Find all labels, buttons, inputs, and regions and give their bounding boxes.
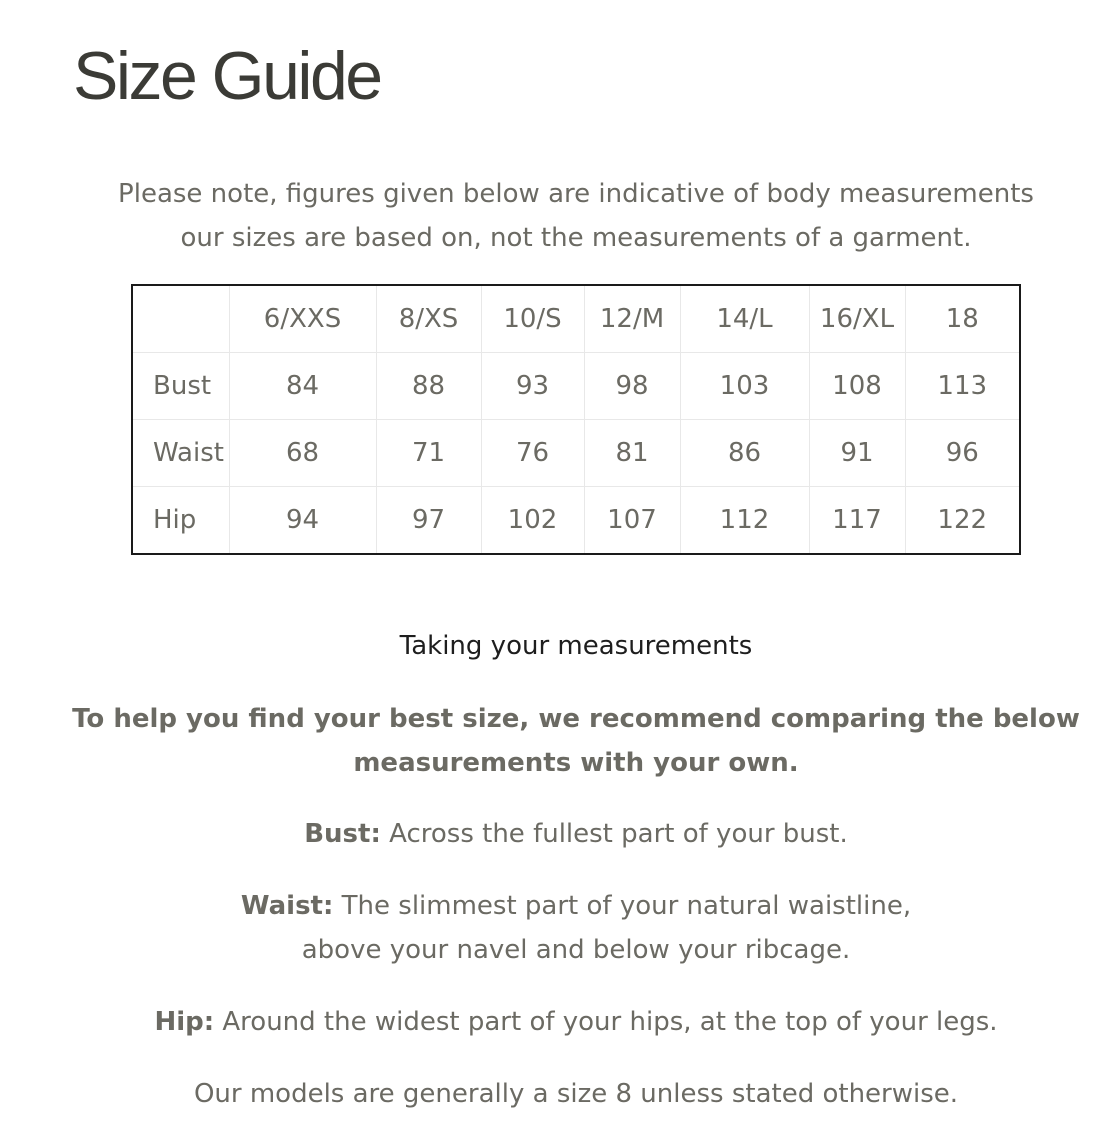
table-cell: 71 <box>376 420 481 487</box>
column-header: 10/S <box>481 285 584 353</box>
measurements-heading: Taking your measurements <box>399 631 753 661</box>
table-cell: 91 <box>809 420 905 487</box>
table-cell: 68 <box>229 420 376 487</box>
table-cell: 93 <box>481 353 584 420</box>
waist-description-line1: The slimmest part of your natural waistline, <box>333 891 912 921</box>
column-header: 18 <box>905 285 1020 353</box>
hip-label: Hip: <box>154 1007 215 1037</box>
table-cell: 86 <box>680 420 809 487</box>
page-title: Size Guide <box>73 38 381 114</box>
row-label: Bust <box>132 353 229 420</box>
bust-description: Across the fullest part of your bust. <box>380 819 848 849</box>
table-cell: 103 <box>680 353 809 420</box>
table-cell: 81 <box>584 420 680 487</box>
size-table <box>131 284 1021 555</box>
column-header: 14/L <box>680 285 809 353</box>
row-label: Hip <box>132 487 229 555</box>
table-cell: 117 <box>809 487 905 555</box>
waist-description-line2: above your navel and below your ribcage. <box>301 935 851 965</box>
table-cell: 108 <box>809 353 905 420</box>
table-row-hip <box>132 487 1020 555</box>
column-header: 12/M <box>584 285 680 353</box>
bust-instruction <box>40 812 1112 856</box>
table-header-row <box>132 285 1020 353</box>
table-cell: 122 <box>905 487 1020 555</box>
table-cell: 107 <box>584 487 680 555</box>
size-note <box>40 172 1112 260</box>
hip-description: Around the widest part of your hips, at the top of your legs. <box>214 1007 998 1037</box>
waist-label: Waist: <box>240 891 334 921</box>
table-cell: 94 <box>229 487 376 555</box>
table-cell: 96 <box>905 420 1020 487</box>
table-cell: 98 <box>584 353 680 420</box>
table-cell: 102 <box>481 487 584 555</box>
table-cell: 113 <box>905 353 1020 420</box>
table-row-waist <box>132 420 1020 487</box>
column-header: 6/XXS <box>229 285 376 353</box>
size-note-line2: our sizes are based on, not the measurements of a garment. <box>180 223 972 253</box>
bust-label: Bust: <box>304 819 381 849</box>
table-cell: 84 <box>229 353 376 420</box>
measurements-intro <box>40 697 1112 785</box>
table-cell: 97 <box>376 487 481 555</box>
hip-instruction <box>40 1000 1112 1044</box>
table-cell: 88 <box>376 353 481 420</box>
table-cell: 76 <box>481 420 584 487</box>
table-corner-cell <box>132 285 229 353</box>
column-header: 8/XS <box>376 285 481 353</box>
table-cell: 112 <box>680 487 809 555</box>
models-note: Our models are generally a size 8 unless stated otherwise. <box>193 1079 959 1109</box>
column-header: 16/XL <box>809 285 905 353</box>
intro-line1: To help you find your best size, we recommend comparing the below <box>72 704 1080 734</box>
table-row-bust <box>132 353 1020 420</box>
intro-line2: measurements with your own. <box>353 748 799 778</box>
row-label: Waist <box>132 420 229 487</box>
size-note-line1: Please note, figures given below are indicative of body measurements <box>118 179 1034 209</box>
waist-instruction <box>40 884 1112 972</box>
